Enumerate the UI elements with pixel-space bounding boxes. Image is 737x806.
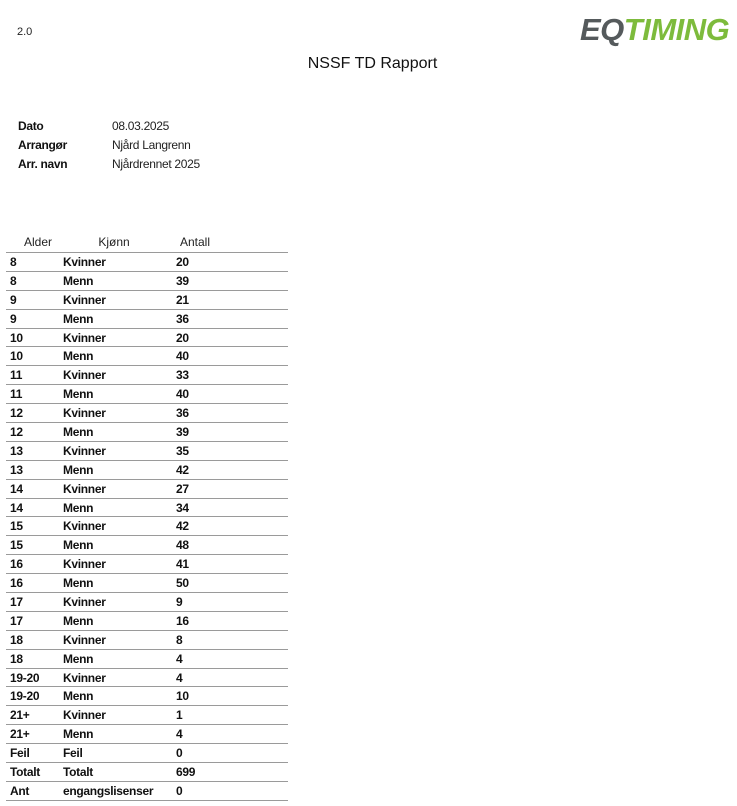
cell-gender: Menn xyxy=(63,311,94,326)
cell-count: 20 xyxy=(176,254,189,269)
meta-row-organizer xyxy=(18,135,200,154)
cell-gender: Kvinner xyxy=(63,557,106,572)
table-row xyxy=(6,687,288,706)
table-row xyxy=(6,744,288,763)
cell-age: 13 xyxy=(10,462,23,477)
cell-gender: Kvinner xyxy=(63,406,106,421)
cell-count: 33 xyxy=(176,368,189,383)
table-row xyxy=(6,631,288,650)
cell-age: 15 xyxy=(10,538,23,553)
meta-value: 08.03.2025 xyxy=(112,118,170,133)
cell-count: 42 xyxy=(176,462,189,477)
cell-count: 8 xyxy=(176,632,183,647)
cell-count: 34 xyxy=(176,500,189,515)
cell-count: 41 xyxy=(176,557,189,572)
cell-age: 17 xyxy=(10,613,23,628)
cell-count: 40 xyxy=(176,387,189,402)
cell-gender: Menn xyxy=(63,613,94,628)
table-row xyxy=(6,669,288,688)
header-count: Antall xyxy=(180,234,211,249)
table-row xyxy=(6,423,288,442)
cell-age: 16 xyxy=(10,576,23,591)
cell-count: 39 xyxy=(176,273,189,288)
cell-gender: Kvinner xyxy=(63,708,106,723)
cell-age: 19-20 xyxy=(10,670,40,685)
cell-age: 10 xyxy=(10,330,23,345)
cell-age: 9 xyxy=(10,292,17,307)
cell-gender: Menn xyxy=(63,273,94,288)
cell-age: 9 xyxy=(10,311,17,326)
cell-age: 15 xyxy=(10,519,23,534)
table-row xyxy=(6,461,288,480)
table-row xyxy=(6,517,288,536)
header-age: Alder xyxy=(24,234,53,249)
cell-age: 21+ xyxy=(10,708,30,723)
event-info xyxy=(18,116,200,173)
cell-gender: Menn xyxy=(63,538,94,553)
cell-count: 20 xyxy=(176,330,189,345)
cell-age: Totalt xyxy=(10,764,40,779)
table-row xyxy=(6,763,288,782)
cell-age: 14 xyxy=(10,481,23,496)
cell-count: 10 xyxy=(176,689,189,704)
cell-gender: Kvinner xyxy=(63,594,106,609)
cell-age: 21+ xyxy=(10,727,30,742)
cell-count: 9 xyxy=(176,594,183,609)
cell-age: 19-20 xyxy=(10,689,40,704)
table-row xyxy=(6,272,288,291)
cell-gender: Menn xyxy=(63,576,94,591)
cell-count: 4 xyxy=(176,727,183,742)
table-row xyxy=(6,404,288,423)
cell-gender: Kvinner xyxy=(63,632,106,647)
cell-count: 16 xyxy=(176,613,189,628)
cell-gender: Menn xyxy=(63,462,94,477)
table-row xyxy=(6,706,288,725)
meta-value: Njård Langrenn xyxy=(112,137,191,152)
report-title: NSSF TD Rapport xyxy=(307,55,438,72)
table-row xyxy=(6,555,288,574)
cell-gender: Menn xyxy=(63,500,94,515)
cell-gender: Kvinner xyxy=(63,368,106,383)
cell-count: 0 xyxy=(176,783,183,798)
cell-count: 36 xyxy=(176,406,189,421)
cell-gender: Kvinner xyxy=(63,670,106,685)
table-row xyxy=(6,650,288,669)
cell-gender: Menn xyxy=(63,651,94,666)
logo-timing-text: TIMING xyxy=(623,12,730,47)
header-gender: Kjønn xyxy=(98,234,130,249)
cell-age: 16 xyxy=(10,557,23,572)
cell-age: 8 xyxy=(10,254,17,269)
cell-count: 50 xyxy=(176,576,189,591)
table-row xyxy=(6,782,288,801)
table-row xyxy=(6,291,288,310)
meta-value: Njårdrennet 2025 xyxy=(112,156,200,171)
table-row xyxy=(6,574,288,593)
table-row xyxy=(6,253,288,272)
cell-gender: engangslisenser xyxy=(63,783,154,798)
cell-gender: Kvinner xyxy=(63,254,106,269)
cell-count: 1 xyxy=(176,708,183,723)
cell-count: 0 xyxy=(176,746,183,761)
cell-age: 13 xyxy=(10,443,23,458)
cell-age: 18 xyxy=(10,632,23,647)
cell-gender: Totalt xyxy=(63,764,93,779)
cell-count: 699 xyxy=(176,764,196,779)
meta-row-event-name xyxy=(18,154,200,173)
cell-gender: Kvinner xyxy=(63,481,106,496)
participants-table xyxy=(6,231,288,801)
table-row xyxy=(6,612,288,631)
eqtiming-logo xyxy=(580,10,729,50)
table-header xyxy=(6,231,288,253)
meta-row-date xyxy=(18,116,200,135)
cell-gender: Kvinner xyxy=(63,443,106,458)
cell-age: 11 xyxy=(10,387,23,402)
table-row xyxy=(6,366,288,385)
meta-label: Dato xyxy=(18,118,44,133)
cell-age: Ant xyxy=(10,783,30,798)
cell-gender: Feil xyxy=(63,746,83,761)
cell-age: 12 xyxy=(10,424,23,439)
cell-count: 42 xyxy=(176,519,189,534)
document-version: 2.0 xyxy=(17,26,33,38)
meta-label: Arrangør xyxy=(18,137,67,152)
cell-age: 14 xyxy=(10,500,23,515)
cell-gender: Menn xyxy=(63,387,94,402)
cell-age: 18 xyxy=(10,651,23,666)
cell-gender: Menn xyxy=(63,727,94,742)
table-row xyxy=(6,536,288,555)
logo-eq-text: EQ xyxy=(580,12,624,47)
cell-count: 48 xyxy=(176,538,189,553)
cell-count: 39 xyxy=(176,424,189,439)
cell-gender: Menn xyxy=(63,689,94,704)
cell-gender: Kvinner xyxy=(63,330,106,345)
table-row xyxy=(6,480,288,499)
cell-gender: Menn xyxy=(63,424,94,439)
meta-label: Arr. navn xyxy=(18,156,68,171)
cell-count: 21 xyxy=(176,292,189,307)
cell-count: 27 xyxy=(176,481,189,496)
table-row xyxy=(6,310,288,329)
cell-count: 36 xyxy=(176,311,189,326)
table-row xyxy=(6,593,288,612)
table-row xyxy=(6,329,288,348)
table-row xyxy=(6,442,288,461)
cell-count: 40 xyxy=(176,349,189,364)
table-row xyxy=(6,347,288,366)
table-row xyxy=(6,385,288,404)
cell-gender: Kvinner xyxy=(63,292,106,307)
table-body xyxy=(6,253,288,801)
cell-age: 8 xyxy=(10,273,17,288)
cell-age: Feil xyxy=(10,746,30,761)
cell-count: 4 xyxy=(176,670,183,685)
cell-count: 4 xyxy=(176,651,183,666)
cell-age: 12 xyxy=(10,406,23,421)
cell-age: 10 xyxy=(10,349,23,364)
cell-age: 11 xyxy=(10,368,23,383)
table-row xyxy=(6,725,288,744)
cell-gender: Kvinner xyxy=(63,519,106,534)
cell-count: 35 xyxy=(176,443,189,458)
table-row xyxy=(6,499,288,518)
cell-age: 17 xyxy=(10,594,23,609)
cell-gender: Menn xyxy=(63,349,94,364)
